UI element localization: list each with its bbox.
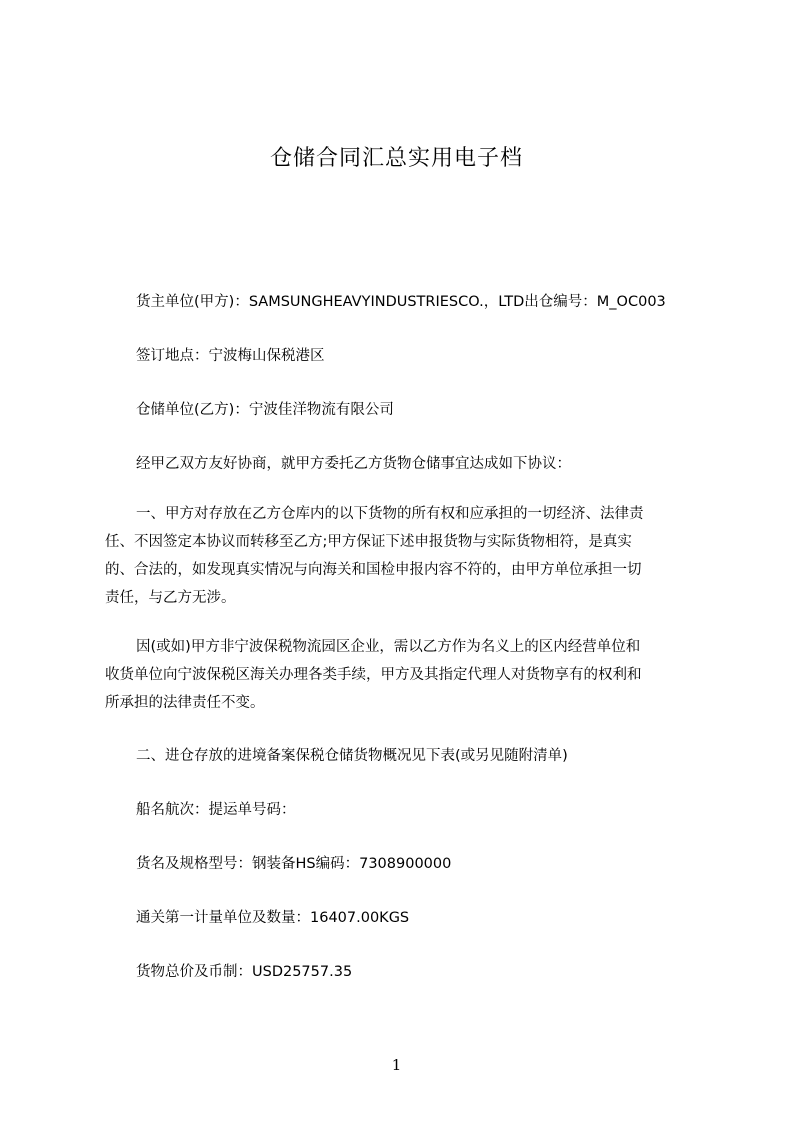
vessel-line: 船名航次：提运单号码：: [136, 802, 296, 818]
agent-paragraph: [105, 633, 703, 717]
agent-row: 收货单位向宁波保税区海关办理各类手续，甲方及其指定代理人对货物享有的权利和: [105, 667, 642, 683]
agent-row: 所承担的法律责任不变。: [105, 695, 265, 711]
signing-place-line: 签订地点：宁波梅山保税港区: [136, 348, 325, 364]
page-number: 1: [391, 1056, 402, 1074]
shipper-line: 货主单位(甲方)：SAMSUNGHEAVYINDUSTRIESCO.，LTD出仓编号：M_OC003: [136, 294, 666, 310]
clause-1-row: 责任，与乙方无涉。: [105, 590, 236, 606]
agent-row: 因(或如)甲方非宁波保税物流园区企业，需以乙方作为名义上的区内经营单位和: [136, 639, 641, 655]
goods-line: 货名及规格型号：钢装备HS编码：7308900000: [136, 856, 452, 872]
warehouse-party-line: 仓储单位(乙方)：宁波佳洋物流有限公司: [136, 402, 394, 418]
preamble-line: 经甲乙双方友好协商，就甲方委托乙方货物仓储事宜达成如下协议：: [136, 456, 571, 472]
clause-2-heading: 二、进仓存放的进境备案保税仓储货物概况见下表(或另见随附清单): [136, 748, 568, 764]
document-title: 仓储合同汇总实用电子档: [269, 146, 523, 171]
clause-1-paragraph: [105, 500, 703, 612]
clause-1-row: 的、合法的，如发现真实情况与向海关和国检申报内容不符的，由甲方单位承担一切: [105, 562, 642, 578]
total-value-line: 货物总价及币制：USD25757.35: [136, 964, 353, 980]
clause-1-row: 一、甲方对存放在乙方仓库内的以下货物的所有权和应承担的一切经济、法律责: [136, 506, 644, 522]
clause-1-row: 任、不因签定本协议而转移至乙方;甲方保证下述申报货物与实际货物相符，是真实: [105, 534, 632, 550]
quantity-line: 通关第一计量单位及数量：16407.00KGS: [136, 910, 410, 926]
